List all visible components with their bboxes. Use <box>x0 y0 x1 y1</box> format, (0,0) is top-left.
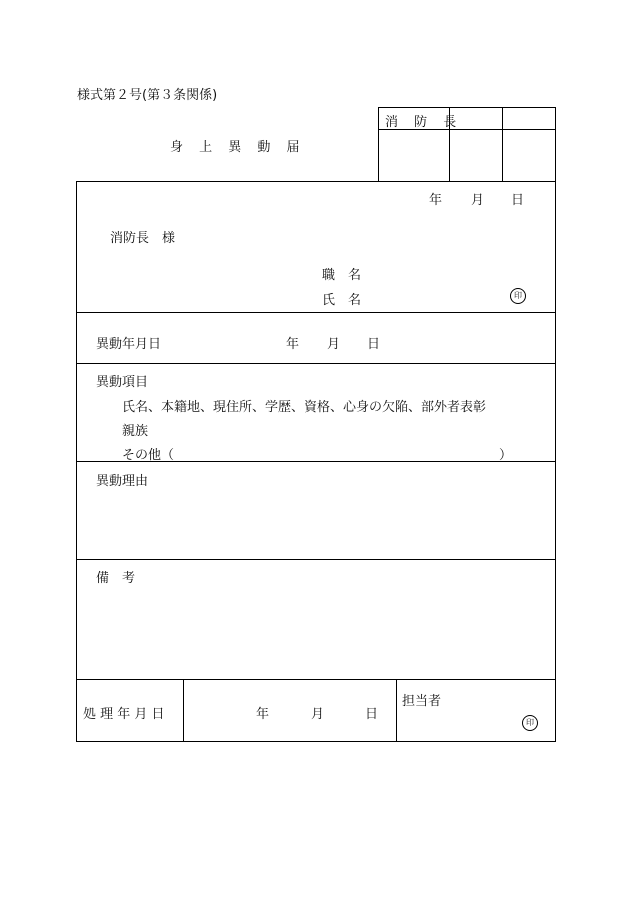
date-month: 月 <box>471 193 485 208</box>
position-label: 職 名 <box>322 268 362 283</box>
processing-month: 月 <box>311 707 325 722</box>
form-title: 身 上 異 動 届 <box>170 140 306 155</box>
change-date-year: 年 <box>286 337 300 352</box>
processing-date-label: 処 理 年 月 日 <box>83 707 165 722</box>
change-items-line2: 親族 <box>122 424 149 439</box>
change-items-other: その他（ <box>122 448 175 463</box>
processing-day: 日 <box>365 707 379 722</box>
form-id: 様式第２号(第３条関係) <box>77 88 218 103</box>
reason-label: 異動理由 <box>96 474 149 489</box>
seal-icon: 印 <box>510 288 526 304</box>
date-day: 日 <box>511 193 525 208</box>
remarks-label: 備 考 <box>96 571 136 586</box>
change-date-month: 月 <box>327 337 341 352</box>
name-label: 氏 名 <box>322 293 362 308</box>
approval-chief-label: 消 防 長 <box>385 115 463 130</box>
change-date-label: 異動年月日 <box>96 337 162 352</box>
staff-label: 担当者 <box>402 694 442 709</box>
change-date-day: 日 <box>367 337 381 352</box>
date-year: 年 <box>429 193 443 208</box>
processing-year: 年 <box>256 707 270 722</box>
change-items-label: 異動項目 <box>96 375 149 390</box>
addressee: 消防長 様 <box>110 231 176 246</box>
staff-seal-icon: 印 <box>522 715 538 731</box>
change-items-line1: 氏名、本籍地、現住所、学歴、資格、心身の欠陥、部外者表彰 <box>122 400 487 415</box>
change-items-other-close: ） <box>499 448 513 463</box>
